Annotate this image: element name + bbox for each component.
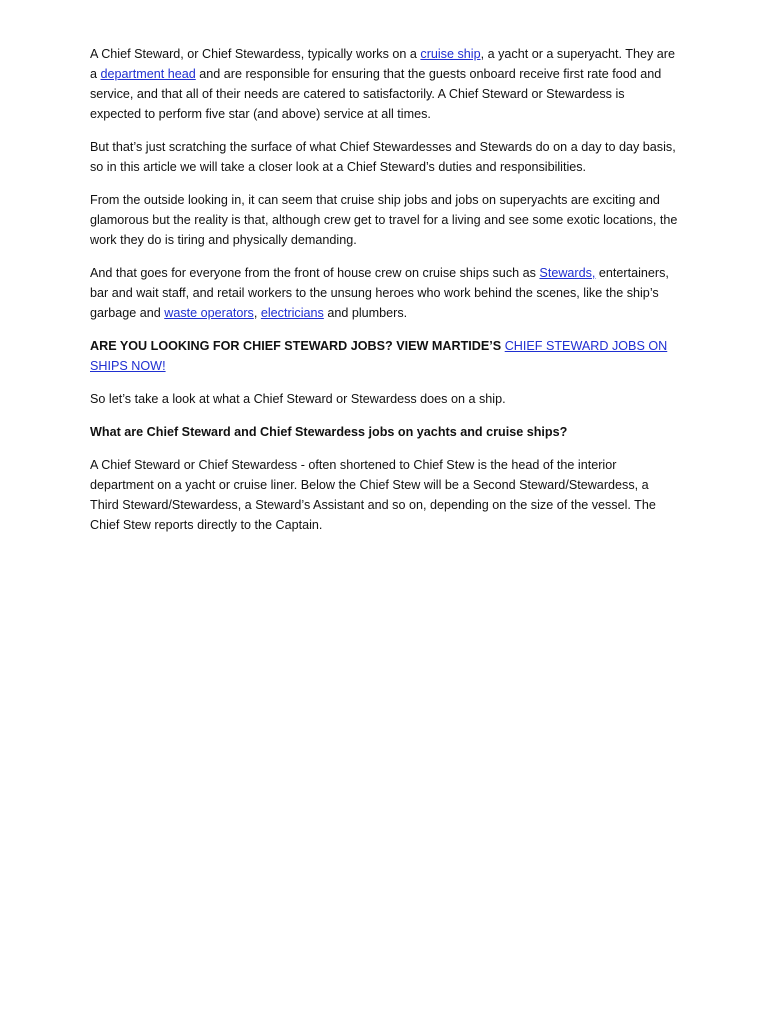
paragraph-chief-stew-definition: A Chief Steward or Chief Stewardess - often shortened to Chief Stew is the head of the interior department on a yacht or cruise liner. Below the Chief Stew will be a Second Steward/Stewardess, a Third Steward/Stewardess, a Steward’s Assistant and so on, depending on the size of the vessel. The Chief Stew reports directly to the Captain. (90, 458, 656, 532)
text-run: , (253, 306, 261, 320)
paragraph-call-to-action (90, 336, 678, 376)
paragraph-outside-looking-in: From the outside looking in, it can seem that cruise ship jobs and jobs on superyachts are exciting and glamorous but the reality is that, although crew get to travel for a living and see some exotic locations, the work they do is tiring and physically demanding. (90, 193, 678, 247)
cta-text: ARE YOU LOOKING FOR CHIEF STEWARD JOBS? VIEW MARTIDE’S (90, 339, 505, 353)
link-department-head[interactable]: department head (100, 67, 196, 81)
link-stewards[interactable]: Stewards, (539, 266, 596, 280)
paragraph-intro (90, 44, 678, 124)
paragraph-crew-types (90, 263, 678, 323)
link-cruise-ship[interactable]: cruise ship (420, 47, 481, 61)
text-run: entertainers, bar and wait staff, and retail workers to the unsung heroes who work behind the scenes, like the ship’s garbage and (90, 266, 669, 320)
text-run: and are responsible for ensuring that the guests onboard receive first rate food and service, and that all of their needs are catered to satisfactorily. A Chief Steward or Stewardess is expected to perform five star (and above) service at all times. (90, 67, 662, 121)
text-run: , a yacht or a superyacht. They are a (90, 47, 675, 81)
link-electricians[interactable]: electricians (260, 306, 324, 320)
paragraph-lets-take-a-look: So let’s take a look at what a Chief Steward or Stewardess does on a ship. (90, 392, 506, 406)
text-run: And that goes for everyone from the front of house crew on cruise ships such as (90, 266, 540, 280)
section-heading: What are Chief Steward and Chief Stewardess jobs on yachts and cruise ships? (90, 425, 568, 439)
text-run: and plumbers. (323, 306, 408, 320)
document-page (90, 44, 678, 548)
paragraph-scratching-surface: But that’s just scratching the surface of what Chief Stewardesses and Stewards do on a day to day basis, so in this article we will take a closer look at a Chief Steward’s duties and responsibilities. (90, 140, 676, 174)
text-run: A Chief Steward, or Chief Stewardess, typically works on a (90, 47, 421, 61)
link-waste-operators[interactable]: waste operators (164, 306, 254, 320)
link-chief-steward-jobs[interactable]: CHIEF STEWARD JOBS ON SHIPS NOW! (90, 339, 668, 373)
